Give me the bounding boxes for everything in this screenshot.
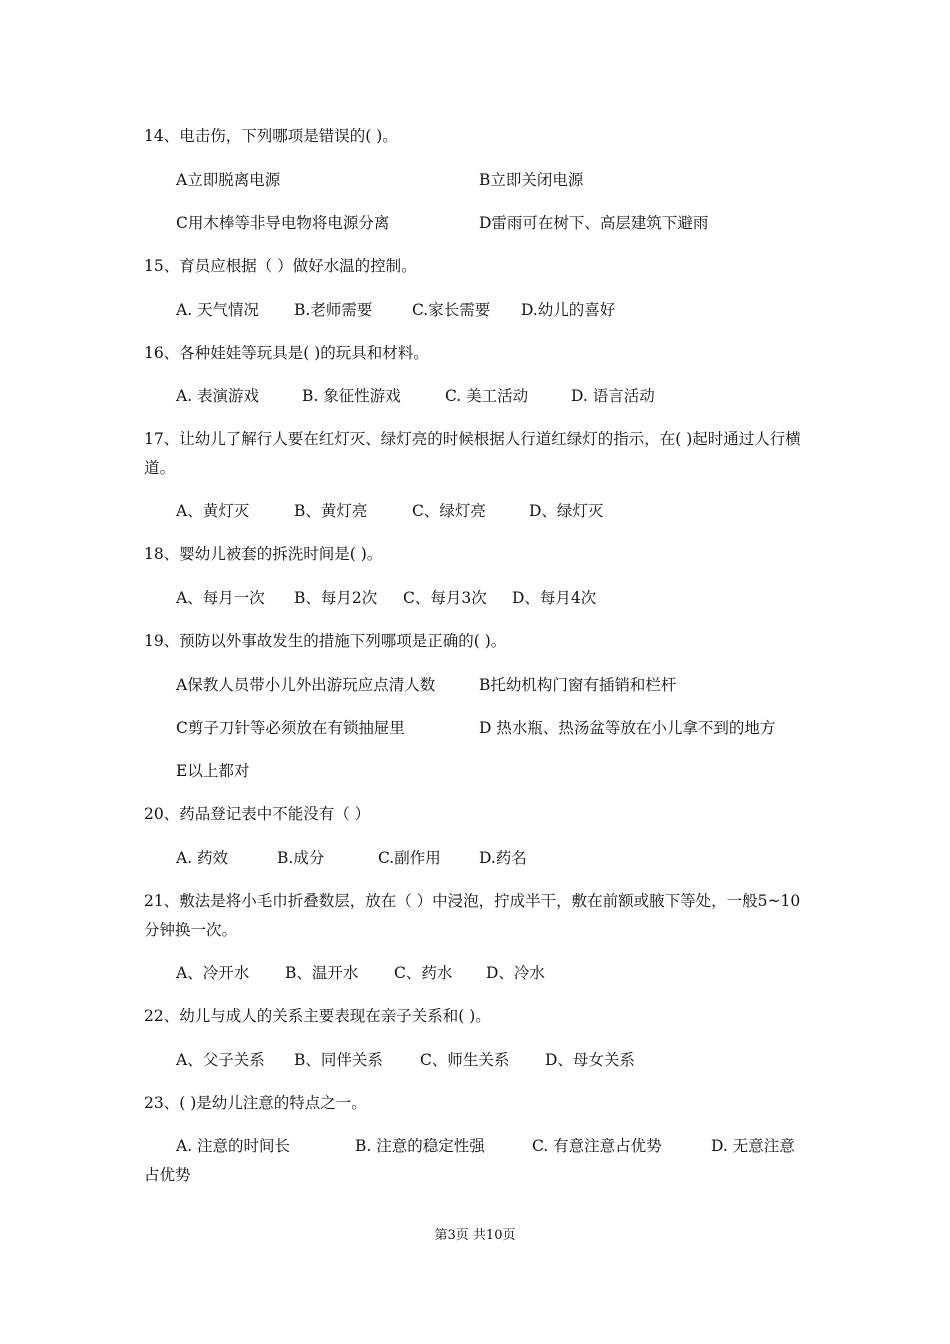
option-c: C.家长需要 (412, 301, 491, 319)
option-b: B.老师需要 (294, 301, 373, 319)
option-c: C用木棒等非导电物将电源分离 (176, 214, 390, 232)
option-d: D.药名 (479, 849, 527, 867)
option-b: B. 注意的稳定性强 (355, 1137, 485, 1155)
question-21: 21、敷法是将小毛巾折叠数层，放在（ ）中浸泡，拧成半干，敷在前额或腋下等处，一般5~10分钟换一次。 (144, 892, 801, 939)
option-d-continuation: 占优势 (144, 1166, 191, 1184)
option-d: D. 语言活动 (571, 387, 655, 405)
option-c: C、药水 (394, 964, 453, 982)
option-a: A. 天气情况 (176, 301, 260, 319)
question-17: 17、让幼儿了解行人要在红灯灭、绿灯亮的时候根据人行道红绿灯的指示，在( )起时通过人行横道。 (144, 430, 801, 477)
option-b: B. 象征性游戏 (302, 387, 401, 405)
option-b: B、黄灯亮 (294, 502, 368, 520)
option-d: D、母女关系 (545, 1051, 635, 1069)
question-23: 23、( )是幼儿注意的特点之一。 (144, 1094, 367, 1112)
question-15: 15、育员应根据（ ）做好水温的控制。 (144, 257, 417, 275)
option-d: D雷雨可在树下、高层建筑下避雨 (479, 214, 709, 232)
question-14: 14、电击伤，下列哪项是错误的( )。 (144, 127, 398, 145)
question-20: 20、药品登记表中不能没有（ ） (144, 805, 371, 823)
option-b: B立即关闭电源 (479, 171, 584, 189)
option-b: B、同伴关系 (294, 1051, 383, 1069)
option-a: A、冷开水 (176, 964, 250, 982)
option-c: C、每月3次 (403, 589, 487, 607)
question-18: 18、婴幼儿被套的拆洗时间是( )。 (144, 545, 383, 563)
option-d: D、绿灯灭 (529, 502, 604, 520)
option-c: C. 有意注意占优势 (532, 1137, 662, 1155)
option-d: D、冷水 (486, 964, 545, 982)
option-b: B、温开水 (285, 964, 359, 982)
option-a: A立即脱离电源 (176, 171, 281, 189)
option-d: D 热水瓶、热汤盆等放在小儿拿不到的地方 (479, 719, 776, 737)
option-b: B.成分 (277, 849, 325, 867)
option-c: C. 美工活动 (445, 387, 529, 405)
option-d: D、每月4次 (512, 589, 597, 607)
question-19: 19、预防以外事故发生的措施下列哪项是正确的( )。 (144, 632, 507, 650)
option-a: A. 药效 (176, 849, 229, 867)
option-b: B、每月2次 (294, 589, 378, 607)
option-c: C、绿灯亮 (412, 502, 486, 520)
option-a: A. 注意的时间长 (176, 1137, 291, 1155)
option-c: C、师生关系 (420, 1051, 510, 1069)
option-a: A、黄灯灭 (176, 502, 250, 520)
question-16: 16、各种娃娃等玩具是( )的玩具和材料。 (144, 344, 429, 362)
question-22: 22、幼儿与成人的关系主要表现在亲子关系和( )。 (144, 1007, 491, 1025)
option-a: A保教人员带小儿外出游玩应点清人数 (176, 676, 436, 694)
option-d: D. 无意注意 (711, 1137, 795, 1155)
option-c: C.副作用 (378, 849, 441, 867)
option-c: C剪子刀针等必须放在有锁抽屉里 (176, 719, 405, 737)
option-a: A. 表演游戏 (176, 387, 260, 405)
option-b: B托幼机构门窗有插销和栏杆 (479, 676, 677, 694)
option-a: A、父子关系 (176, 1051, 265, 1069)
page-number: 第3页 共10页 (434, 1228, 516, 1243)
option-e: E以上都对 (176, 762, 250, 780)
option-d: D.幼儿的喜好 (521, 301, 616, 319)
option-a: A、每月一次 (176, 589, 265, 607)
